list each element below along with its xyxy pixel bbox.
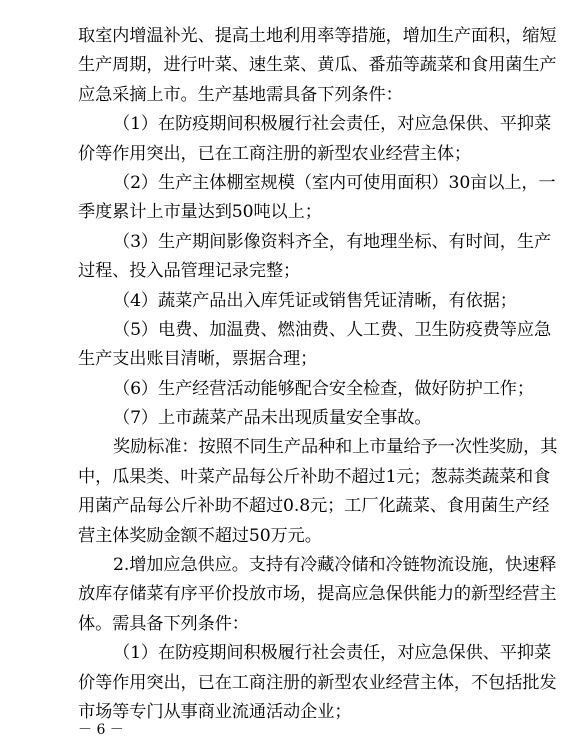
- text-line: 生产周期，进行叶菜、速生菜、黄瓜、番茄等蔬菜和食用菌生产: [78, 55, 557, 76]
- text-line: 取室内增温补光、提高土地利用率等措施，增加生产面积，缩短: [78, 26, 557, 46]
- text-line: （5）电费、加温费、燃油费、人工费、卫生防疫费等应急: [113, 319, 552, 340]
- text-line: 营主体奖励金额不超过50万元。: [78, 525, 322, 546]
- text-line: （4）蔬菜产品出入库凭证或销售凭证清晰，有依据；: [113, 290, 517, 311]
- text-line: 价等作用突出，已在工商注册的新型农业经营主体；: [78, 143, 472, 164]
- text-line: 价等作用突出，已在工商注册的新型农业经营主体，不包括批发: [78, 672, 557, 693]
- text-line: 过程、投入品管理记录完整；: [78, 261, 301, 282]
- text-line: （6）生产经营活动能够配合安全检查，做好防护工作；: [113, 378, 534, 399]
- text-line: 应急采摘上市。生产基地需具备下列条件：: [78, 84, 403, 105]
- text-line: 2.增加应急供应。支持有冷藏冷储和冷链物流设施，快速释: [113, 555, 557, 576]
- text-line: 奖励标准：按照不同生产品种和上市量给予一次性奖励，其: [113, 437, 558, 458]
- text-line: 放库存储菜有序平价投放市场，提高应急保供能力的新型经营主: [78, 584, 557, 605]
- text-line: （7）上市蔬菜产品未出现质量安全事故。: [113, 408, 432, 429]
- page-number: － 6 －: [78, 722, 124, 738]
- text-line: （2）生产主体棚室规模（室内可使用面积）30亩以上，一: [113, 172, 556, 193]
- text-line: 用菌产品每公斤补助不超过0.8元；工厂化蔬菜、食用菌生产经: [78, 496, 550, 517]
- text-line: 中，瓜果类、叶菜产品每公斤补助不超过1元；葱蒜类蔬菜和食: [78, 466, 551, 487]
- text-line: （1）在防疫期间积极履行社会责任，对应急保供、平抑菜: [113, 114, 552, 135]
- text-line: （1）在防疫期间积极履行社会责任，对应急保供、平抑菜: [113, 643, 552, 664]
- body-text: [78, 22, 558, 727]
- text-line: 市场等专门从事商业流通活动企业；: [78, 701, 352, 722]
- text-line: 体。需具备下列条件：: [78, 613, 249, 634]
- text-line: （3）生产期间影像资料齐全，有地理坐标、有时间，生产: [113, 231, 552, 252]
- text-line: 季度累计上市量达到50吨以上；: [78, 202, 322, 223]
- text-line: 生产支出账目清晰，票据合理；: [78, 349, 318, 370]
